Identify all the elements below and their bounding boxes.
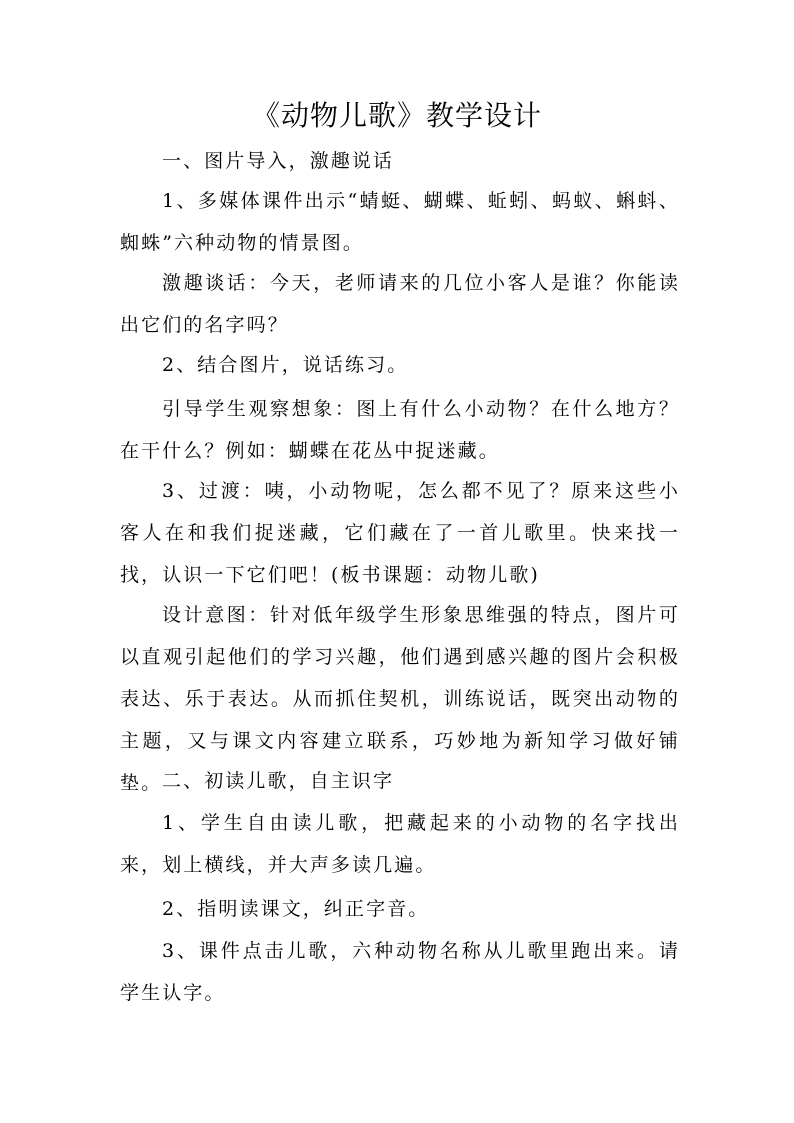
paragraph: 2、结合图片，说话练习。 bbox=[162, 354, 409, 376]
paragraph: 3、课件点击儿歌，六种动物名称从儿歌里跑出来。请学生认字。 bbox=[120, 940, 680, 1004]
paragraph: 2、指明读课文，纠正字音。 bbox=[162, 898, 430, 920]
paragraph: 激趣谈话：今天，老师请来的几位小客人是谁？你能读出它们的名字吗？ bbox=[120, 272, 680, 336]
section-heading-2: 二、初读儿歌，自主识字 bbox=[162, 770, 395, 792]
paragraph: 1、学生自由读儿歌，把藏起来的小动物的名字找出来，划上横线，并大声多读几遍。 bbox=[120, 812, 680, 876]
paragraph: 引导学生观察想象：图上有什么小动物？在什么地方？在干什么？例如：蝴蝶在花丛中捉迷藏。 bbox=[120, 398, 680, 462]
paragraph: 设计意图：针对低年级学生形象思维强的特点，图片可以直观引起他们的学习兴趣，他们遇到感兴趣的图片会积极表达、乐于表达。从而抓住契机，训练说话，既突出动物的主题，又与课文内容建立联系，巧妙地为新知学习做好铺垫。 bbox=[120, 604, 680, 794]
paragraph: 3、过渡：咦，小动物呢，怎么都不见了？原来这些小客人在和我们捉迷藏，它们藏在了一首儿歌里。快来找一找，认识一下它们吧！(板书课题：动物儿歌) bbox=[120, 480, 680, 586]
document-title: 《动物儿歌》教学设计 bbox=[251, 99, 542, 132]
section-heading-1: 一、图片导入，激趣说话 bbox=[162, 150, 395, 172]
paragraph: 1、多媒体课件出示“蜻蜓、蝴蝶、蚯蚓、蚂蚁、蝌蚪、蜘蛛”六种动物的情景图。 bbox=[120, 190, 680, 254]
